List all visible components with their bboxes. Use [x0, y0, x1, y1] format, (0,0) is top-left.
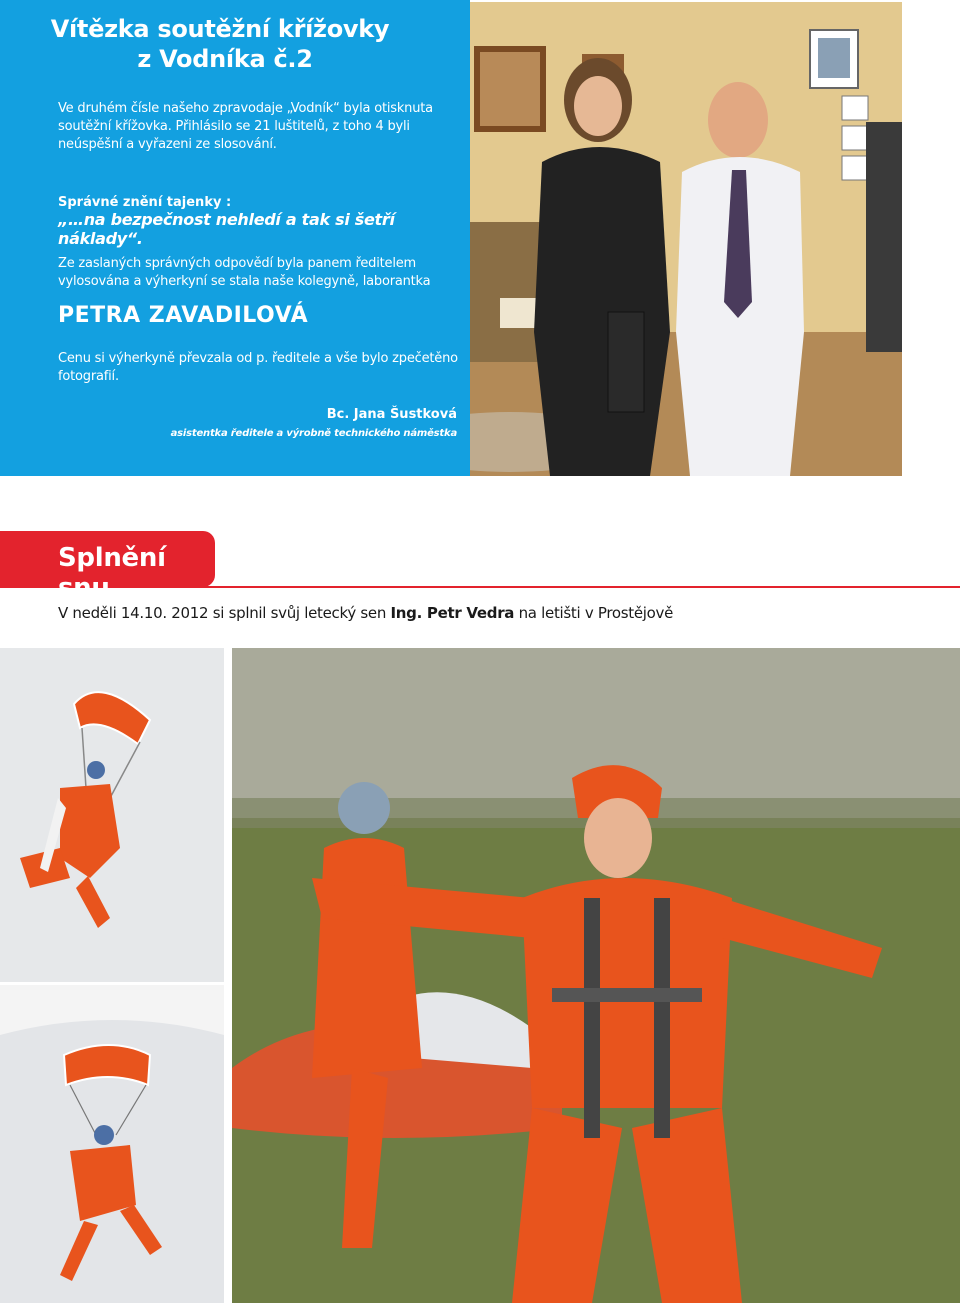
answer-label: Správné znění tajenky : — [58, 195, 232, 210]
dream-caption: V neděli 14.10. 2012 si splnil svůj letecký sen Ing. Petr Vedra na letišti v Prostějově — [58, 604, 674, 622]
section-heading — [0, 531, 215, 603]
contest-box — [0, 0, 470, 476]
office-photo — [470, 2, 902, 476]
landing-photo — [232, 648, 960, 1303]
person-name: Ing. Petr Vedra — [390, 604, 515, 622]
answer-text: „…na bezpečnost nehledí a tak si šetří náklady“. — [58, 210, 395, 248]
signature-role: asistentka ředitele a výrobně technického náměstka — [170, 428, 457, 439]
section-heading-text: Splnění snu — [58, 543, 166, 603]
skydive-photo-top — [0, 648, 224, 982]
contest-intro: Ve druhém čísle našeho zpravodaje „Vodník“ byla otisknuta soutěžní křížovka. Přihlásilo se 21 luštitelů, z toho 4 byli neúspěšní a vyřazeni ze slosování. — [58, 101, 433, 152]
winner-name: PETRA ZAVADILOVÁ — [58, 303, 309, 328]
contest-title: Vítězka soutěžní křížovky z Vodníka č.2 — [50, 15, 390, 73]
skydive-photo-bottom — [0, 985, 224, 1303]
draw-text: Ze zaslaných správných odpovědí byla panem ředitelem vylosována a výherkyní se stala naše kolegyně, laborantka — [58, 256, 431, 289]
signature-name: Bc. Jana Šustková — [326, 407, 457, 422]
prize-text: Cenu si výherkyně převzala od p. ředitele a vše bylo zpečetěno fotografií. — [58, 351, 458, 384]
